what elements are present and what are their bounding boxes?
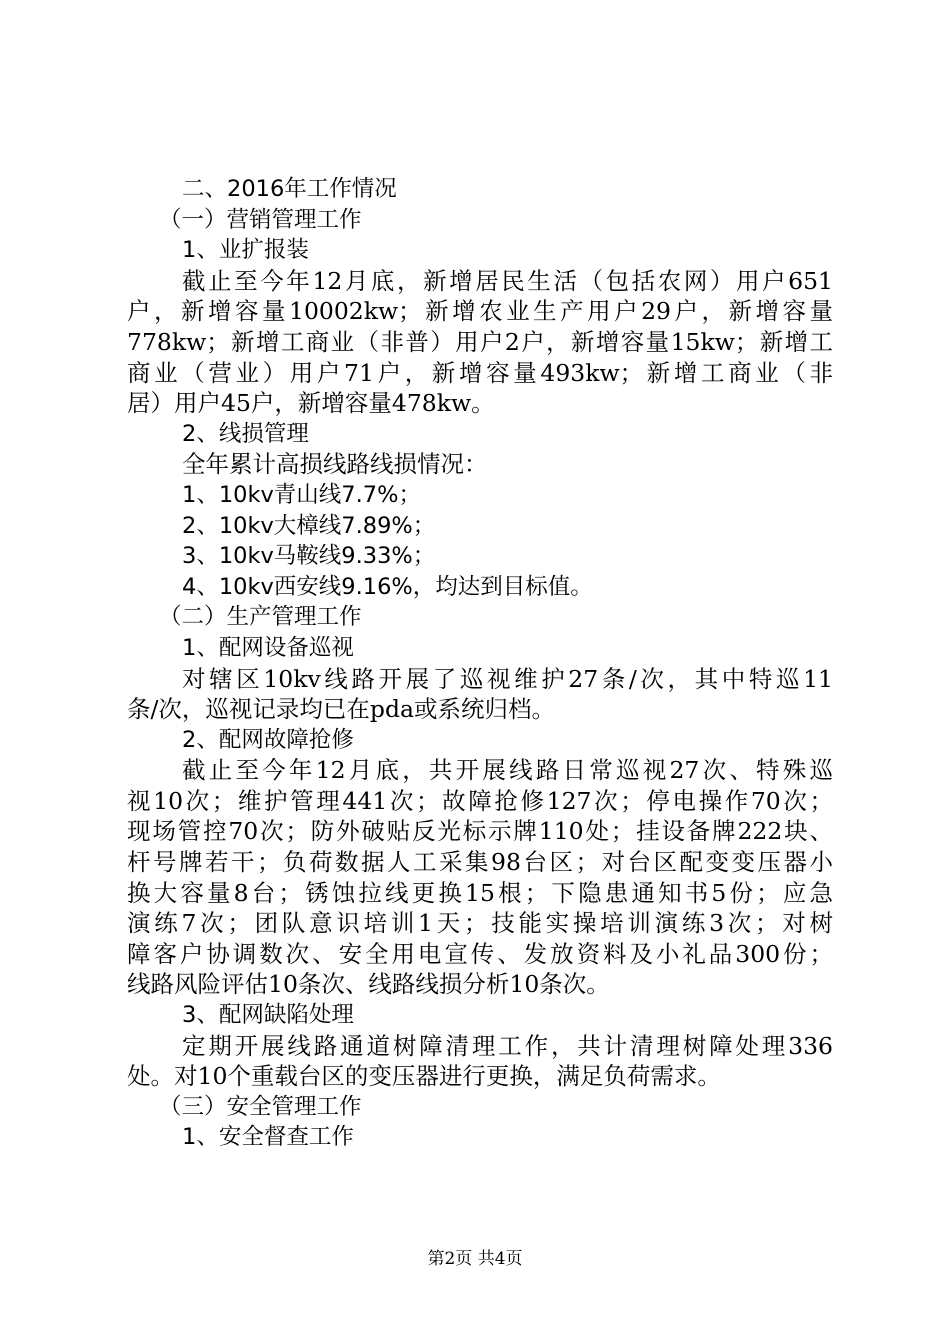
paragraph-line: 视10次；维护管理441次；故障抢修127次；停电操作70次； <box>127 786 833 815</box>
paragraph-line: 演练7次；团队意识培训1天；技能实操培训演练3次；对树 <box>127 909 833 938</box>
heading-line: 3、配网缺陷处理 <box>182 1002 354 1029</box>
paragraph-line: 全年累计高损线路线损情况： <box>182 450 488 479</box>
paragraph-line: 定期开展线路通道树障清理工作，共计清理树障处理336 <box>182 1031 833 1060</box>
heading-line: 2、线损管理 <box>182 420 309 447</box>
heading-line: 1、配网设备巡视 <box>182 634 354 661</box>
paragraph-line: 障客户协调数次、安全用电宣传、发放资料及小礼品300份； <box>127 939 833 968</box>
heading-line: 1、安全督查工作 <box>182 1124 354 1151</box>
paragraph-line: 现场管控70次；防外破贴反光标示牌110处；挂设备牌222块、 <box>127 817 833 846</box>
paragraph-line: 778kw；新增工商业（非普）用户2户，新增容量15kw；新增工 <box>127 327 833 356</box>
paragraph-line: 商业（营业）用户71户，新增容量493kw；新增工商业（非 <box>127 358 833 387</box>
heading-line: （一）营销管理工作 <box>159 206 362 233</box>
paragraph-line: 处。对10个重载台区的变压器进行更换，满足负荷需求。 <box>127 1062 721 1091</box>
page-footer: 第2页 共4页 <box>427 1249 523 1269</box>
heading-line: 1、10kv青山线7.7%； <box>182 481 421 508</box>
paragraph-line: 截止至今年12月底，新增居民生活（包括农网）用户651 <box>182 266 833 295</box>
heading-line: 2、10kv大樟线7.89%； <box>182 512 436 539</box>
paragraph-line: 对辖区10kv线路开展了巡视维护27条/次，其中特巡11 <box>182 664 833 693</box>
paragraph-line: 居）用户45户，新增容量478kw。 <box>127 389 495 418</box>
heading-line: （二）生产管理工作 <box>159 604 362 631</box>
paragraph-line: 杆号牌若干；负荷数据人工采集98台区；对台区配变变压器小 <box>127 848 833 877</box>
heading-line: 4、10kv西安线9.16%，均达到目标值。 <box>182 573 593 600</box>
paragraph-line: 条/次，巡视记录均已在pda或系统归档。 <box>127 695 556 724</box>
heading-line: 2、配网故障抢修 <box>182 726 354 753</box>
paragraph-line: 线路风险评估10条次、线路线损分析10条次。 <box>127 970 610 999</box>
heading-line: 3、10kv马鞍线9.33%； <box>182 543 436 570</box>
document-body <box>127 174 833 1153</box>
paragraph-line: 截止至今年12月底，共开展线路日常巡视27次、特殊巡 <box>182 756 833 785</box>
paragraph-line: 换大容量8台；锈蚀拉线更换15根；下隐患通知书5份；应急 <box>127 878 833 907</box>
heading-line: 二、2016年工作情况 <box>182 176 397 202</box>
heading-line: 1、业扩报装 <box>182 237 309 264</box>
paragraph-line: 户，新增容量10002kw；新增农业生产用户29户，新增容量 <box>127 297 833 326</box>
heading-line: （三）安全管理工作 <box>159 1093 362 1120</box>
